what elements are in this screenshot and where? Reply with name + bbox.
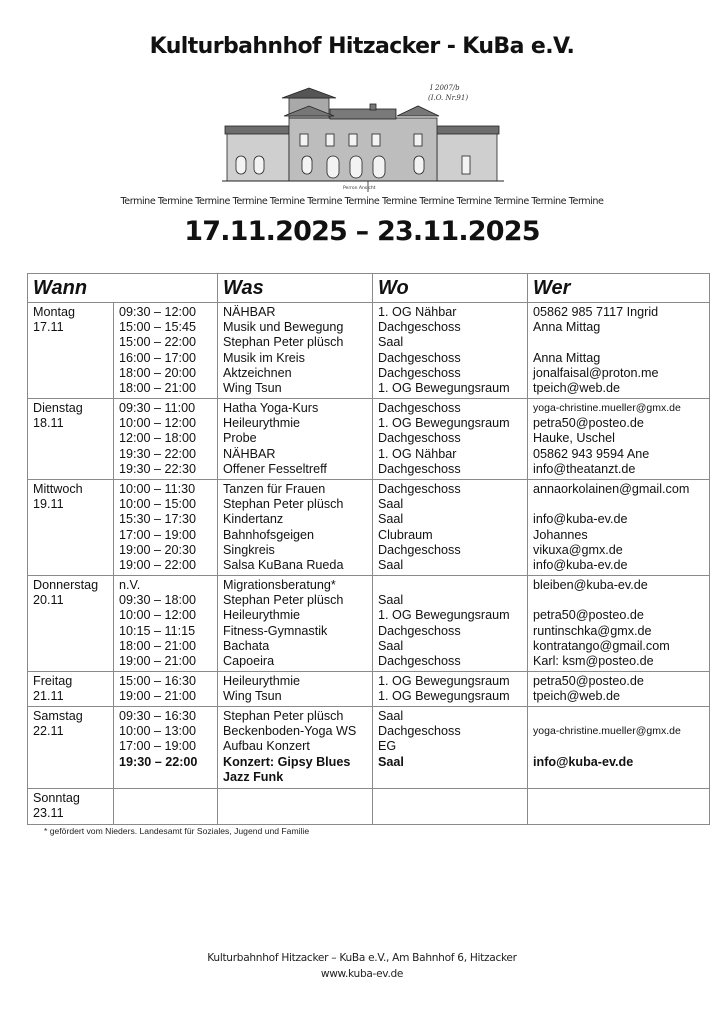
day-row (28, 480, 710, 576)
header-was: Was (218, 274, 373, 303)
day-date: 19.11 (33, 497, 64, 512)
day-cell (28, 480, 114, 576)
entry-who: tpeich@web.de (533, 380, 621, 395)
entry-time: 15:00 – 16:30 (119, 674, 197, 688)
day-date: 22.11 (33, 724, 64, 739)
entry-time: 17:00 – 19:00 (119, 527, 197, 542)
time-cell (114, 303, 218, 399)
day-cell (28, 707, 114, 789)
entry-who: info@theatanzt.de (533, 461, 636, 476)
entry-who: petra50@posteo.de (533, 608, 644, 623)
where-cell (373, 707, 528, 789)
entry-time: 15:30 – 17:30 (119, 512, 197, 527)
entry-who: info@kuba-ev.de (533, 754, 634, 769)
entry-time (119, 770, 217, 785)
entry-time: 09:30 – 16:30 (119, 709, 197, 723)
entry-where: Dachgeschoss (378, 724, 461, 739)
where-cell (373, 789, 528, 825)
entry-where: Dachgeschoss (378, 401, 461, 415)
entry-who: Johannes (533, 527, 588, 542)
entry-time: 19:30 – 22:30 (119, 461, 197, 476)
entry-time: 19:00 – 20:30 (119, 542, 197, 557)
entry-time: 10:15 – 11:15 (119, 623, 196, 638)
day-row (28, 399, 710, 480)
entry-who (533, 770, 709, 785)
entry-who: yoga-christine.mueller@gmx.de (533, 402, 681, 414)
footer (0, 950, 724, 982)
who-cell (528, 399, 710, 480)
time-cell (114, 399, 218, 480)
entry-what: Fitness-Gymnastik (223, 623, 328, 638)
entry-where: Dachgeschoss (378, 653, 461, 668)
entry-what: Offener Fesseltreff (223, 461, 327, 476)
entry-what: NÄHBAR (223, 305, 276, 319)
header-wer: Wer (528, 274, 710, 303)
where-cell (373, 672, 528, 707)
entry-what: Tanzen für Frauen (223, 482, 326, 496)
entry-time: n.V. (119, 578, 141, 592)
entry-what: Heileurythmie (223, 416, 301, 431)
entry-who: 05862 985 7117 Ingrid (533, 305, 659, 319)
entry-where: Clubraum (378, 527, 433, 542)
page-title: Kulturbahnhof Hitzacker - KuBa e.V. (149, 34, 575, 59)
entry-where: Saal (378, 709, 404, 723)
entry-who (533, 739, 709, 754)
time-cell (114, 707, 218, 789)
day-name: Freitag (33, 674, 73, 688)
day-row (28, 672, 710, 707)
entry-who (533, 593, 709, 608)
entry-where: Saal (378, 512, 404, 527)
entry-what: Stephan Peter plüsch (223, 593, 344, 608)
who-cell (528, 303, 710, 399)
entry-what: Aufbau Konzert (223, 739, 310, 754)
drawing-inscription: Perron Ansicht (343, 186, 376, 191)
who-cell (528, 707, 710, 789)
entry-where: Dachgeschoss (378, 623, 461, 638)
day-cell (28, 399, 114, 480)
day-date: 23.11 (33, 806, 64, 821)
entry-where: Saal (378, 497, 404, 512)
entry-who (533, 497, 709, 512)
entry-time: 19:30 – 22:00 (119, 754, 198, 769)
day-name: Samstag (33, 709, 83, 723)
entry-who: petra50@posteo.de (533, 674, 644, 688)
time-cell (114, 576, 218, 672)
entry-where: Saal (378, 335, 404, 350)
day-date: 21.11 (33, 689, 64, 704)
svg-text:(I.O. Nr.91): (I.O. Nr.91) (428, 94, 469, 102)
entry-what: Jazz Funk (223, 769, 284, 784)
entry-what: Stephan Peter plüsch (223, 709, 344, 723)
entry-what: Beckenboden-Yoga WS (223, 724, 357, 739)
entry-who: info@kuba-ev.de (533, 512, 628, 527)
entry-who: 05862 943 9594 Ane (533, 446, 650, 461)
entry-time: 10:00 – 11:30 (119, 482, 196, 496)
day-cell (28, 672, 114, 707)
entry-who: Anna Mittag (533, 350, 601, 365)
what-cell (218, 672, 373, 707)
entry-where: Dachgeschoss (378, 431, 461, 446)
entry-where: Saal (378, 557, 404, 572)
entry-where: Saal (378, 638, 404, 653)
station-building-drawing (222, 76, 504, 196)
where-cell (373, 576, 528, 672)
entry-time: 19:00 – 21:00 (119, 653, 197, 668)
entry-what: Heileurythmie (223, 608, 301, 623)
entry-where: 1. OG Bewegungsraum (378, 608, 510, 623)
entry-what: Salsa KuBana Rueda (223, 557, 344, 572)
day-date: 17.11 (33, 320, 64, 335)
day-row (28, 707, 710, 789)
entry-where: Dachgeschoss (378, 365, 461, 380)
entry-where: Dachgeschoss (378, 350, 461, 365)
entry-who: Anna Mittag (533, 320, 601, 335)
entry-where: EG (378, 739, 397, 754)
entry-who: bleiben@kuba-ev.de (533, 578, 648, 592)
entry-who: annaorkolainen@gmail.com (533, 482, 690, 496)
table-header-row (28, 274, 710, 303)
day-date: 18.11 (33, 416, 64, 431)
entry-time: 18:00 – 20:00 (119, 365, 197, 380)
day-name: Mittwoch (33, 482, 83, 496)
entry-time: 09:30 – 18:00 (119, 593, 197, 608)
termine-band: Termine Termine Termine Termine Termine Termine Termine Termine Termine Termine Termine Termine Termine (120, 196, 604, 207)
entry-time: 17:00 – 19:00 (119, 739, 197, 754)
entry-who: tpeich@web.de (533, 689, 621, 704)
day-name: Dienstag (33, 401, 83, 415)
who-cell (528, 672, 710, 707)
entry-time: 09:30 – 12:00 (119, 305, 197, 319)
entry-time: 10:00 – 15:00 (119, 497, 197, 512)
entry-what: Musik und Bewegung (223, 320, 344, 335)
header-wann: Wann (28, 274, 218, 303)
what-cell (218, 576, 373, 672)
entry-what: Singkreis (223, 542, 275, 557)
entry-what: Migrationsberatung* (223, 578, 336, 592)
entry-who: yoga-christine.mueller@gmx.de (533, 725, 681, 738)
footnote: * gefördert vom Nieders. Landesamt für Soziales, Jugend und Familie (44, 826, 310, 836)
date-range: 17.11.2025 – 23.11.2025 (184, 216, 540, 247)
entry-time: 10:00 – 13:00 (119, 724, 197, 739)
entry-what: Aktzeichnen (223, 365, 292, 380)
entry-who (533, 335, 709, 350)
entry-what: Hatha Yoga-Kurs (223, 401, 319, 415)
entry-where: 1. OG Bewegungsraum (378, 380, 510, 395)
day-cell (28, 576, 114, 672)
entry-where (378, 770, 527, 785)
entry-time: 10:00 – 12:00 (119, 608, 197, 623)
entry-where: Dachgeschoss (378, 482, 461, 496)
entry-where: 1. OG Nähbar (378, 305, 457, 319)
entry-what: Wing Tsun (223, 689, 282, 704)
entry-time: 19:00 – 21:00 (119, 689, 197, 704)
day-cell (28, 303, 114, 399)
entry-where: 1. OG Nähbar (378, 446, 457, 461)
entry-who: info@kuba-ev.de (533, 557, 628, 572)
day-row (28, 789, 710, 825)
day-row (28, 576, 710, 672)
what-cell (218, 303, 373, 399)
entry-time: 10:00 – 12:00 (119, 416, 197, 431)
where-cell (373, 480, 528, 576)
entry-where: Dachgeschoss (378, 461, 461, 476)
entry-who: Karl: ksm@posteo.de (533, 653, 654, 668)
entry-time: 15:00 – 15:45 (119, 320, 197, 335)
entry-where: Dachgeschoss (378, 542, 461, 557)
what-cell (218, 480, 373, 576)
where-cell (373, 399, 528, 480)
entry-where (378, 578, 527, 593)
day-cell (28, 789, 114, 825)
entry-who: jonalfaisal@proton.me (533, 365, 659, 380)
entry-where: 1. OG Bewegungsraum (378, 416, 510, 431)
entry-what: Bahnhofsgeigen (223, 527, 315, 542)
entry-where: 1. OG Bewegungsraum (378, 689, 510, 704)
entry-time: 16:00 – 17:00 (119, 350, 197, 365)
footer-website: www.kuba-ev.de (320, 968, 404, 980)
entry-what: Stephan Peter plüsch (223, 497, 344, 512)
day-row (28, 303, 710, 399)
time-cell (114, 672, 218, 707)
entry-what: Wing Tsun (223, 380, 282, 395)
footer-address: Kulturbahnhof Hitzacker – KuBa e.V., Am Bahnhof 6, Hitzacker (207, 952, 517, 964)
entry-what: Heileurythmie (223, 674, 301, 688)
entry-where: Dachgeschoss (378, 320, 461, 335)
day-date: 20.11 (33, 593, 64, 608)
entry-time: 19:00 – 22:00 (119, 557, 197, 572)
who-cell (528, 480, 710, 576)
entry-where: Saal (378, 593, 404, 608)
entry-what: Kindertanz (223, 512, 284, 527)
entry-who: Hauke, Uschel (533, 431, 615, 446)
svg-text:I 2007/b: I 2007/b (430, 84, 460, 92)
entry-what: Stephan Peter plüsch (223, 335, 344, 350)
who-cell (528, 576, 710, 672)
entry-who: vikuxa@gmx.de (533, 542, 623, 557)
what-cell (218, 399, 373, 480)
entry-who: petra50@posteo.de (533, 416, 644, 431)
what-cell (218, 789, 373, 825)
entry-time: 15:00 – 22:00 (119, 335, 197, 350)
entry-time: 12:00 – 18:00 (119, 431, 197, 446)
entry-what: Bachata (223, 638, 270, 653)
time-cell (114, 789, 218, 825)
entry-what: Capoeira (223, 653, 275, 668)
who-cell (528, 789, 710, 825)
entry-time: 19:30 – 22:00 (119, 446, 197, 461)
time-cell (114, 480, 218, 576)
entry-who: runtinschka@gmx.de (533, 623, 652, 638)
entry-what: Probe (223, 431, 257, 446)
day-name: Sonntag (33, 791, 80, 805)
entry-time: 18:00 – 21:00 (119, 380, 197, 395)
day-name: Donnerstag (33, 578, 99, 592)
entry-who (533, 709, 709, 724)
day-name: Montag (33, 305, 76, 319)
entry-time: 09:30 – 11:00 (119, 401, 196, 415)
entry-what: Musik im Kreis (223, 350, 305, 365)
what-cell (218, 707, 373, 789)
entry-who: kontratango@gmail.com (533, 638, 670, 653)
entry-what: Konzert: Gipsy Blues (223, 754, 351, 769)
entry-where: Saal (378, 754, 404, 769)
schedule-table (27, 273, 710, 825)
entry-what: NÄHBAR (223, 446, 276, 461)
header-wo: Wo (373, 274, 528, 303)
entry-time: 18:00 – 21:00 (119, 638, 197, 653)
where-cell (373, 303, 528, 399)
entry-where: 1. OG Bewegungsraum (378, 674, 510, 688)
